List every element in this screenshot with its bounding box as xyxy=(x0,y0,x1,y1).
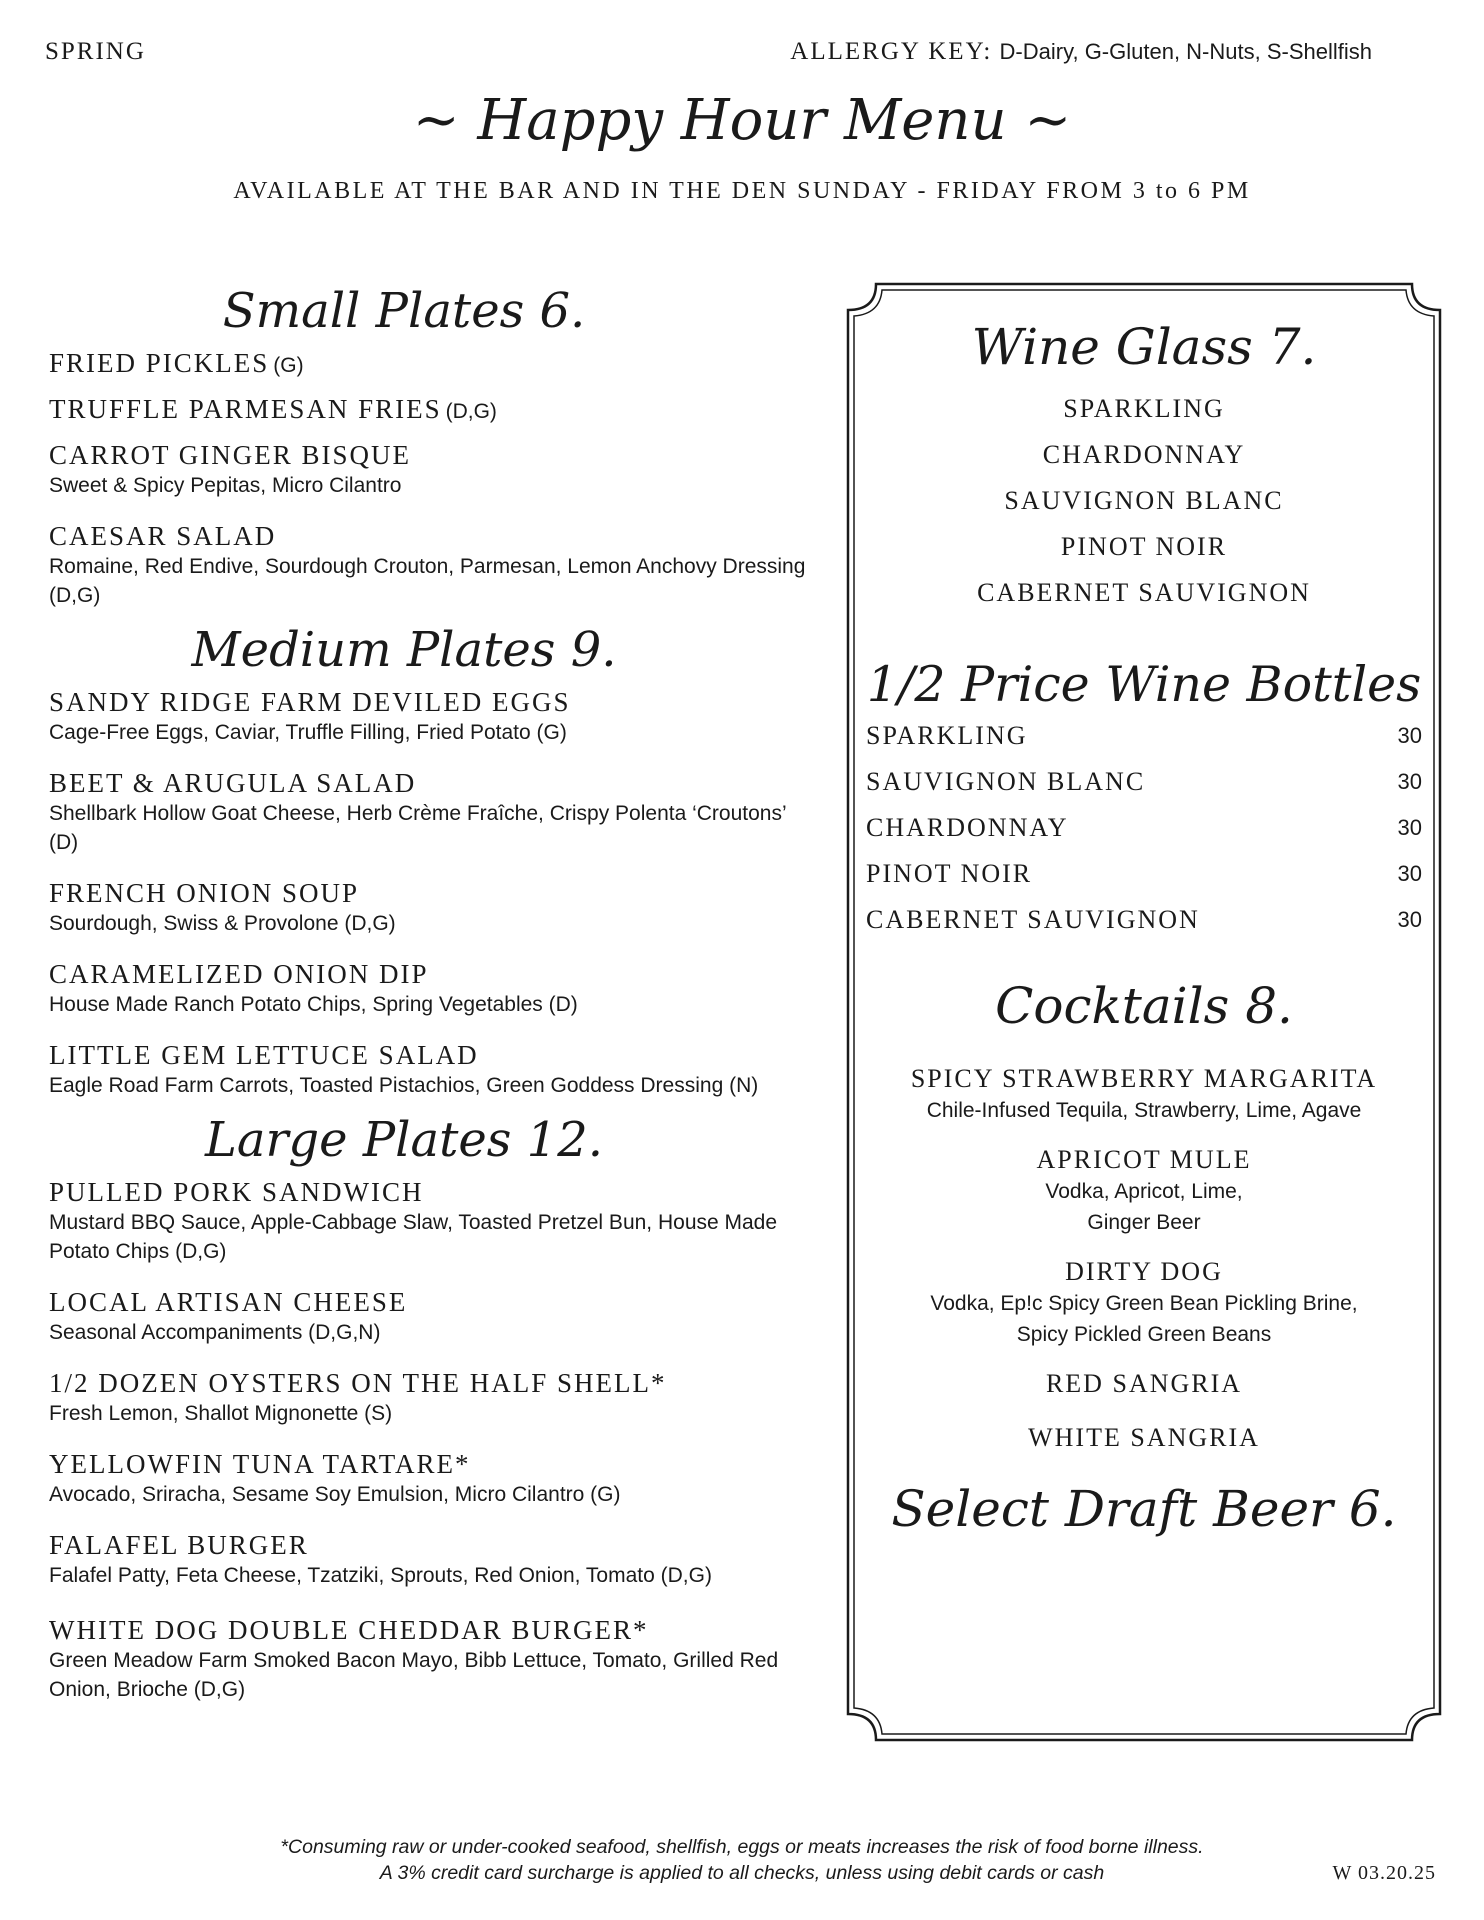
wine-bottle-row xyxy=(866,805,1422,851)
bottle-name: SAUVIGNON BLANC xyxy=(866,767,1146,796)
menu-item xyxy=(49,1614,819,1704)
item-description: Falafel Patty, Feta Cheese, Tzatziki, Sprouts, Red Onion, Tomato (D,G) xyxy=(49,1564,712,1587)
bottle-name: CHARDONNAY xyxy=(866,813,1069,842)
cocktail-description: Vodka, Ep!c Spicy Green Bean Pickling Brine, xyxy=(930,1292,1358,1315)
item-description: Avocado, Sriracha, Sesame Soy Emulsion, Micro Cilantro (G) xyxy=(49,1483,621,1506)
menu-item xyxy=(49,393,819,425)
item-description: Fresh Lemon, Shallot Mignonette (S) xyxy=(49,1402,393,1425)
item-name: FRIED PICKLES xyxy=(49,348,270,378)
menu-item xyxy=(49,686,819,747)
item-name: TRUFFLE PARMESAN FRIES xyxy=(49,394,442,424)
cocktail-item xyxy=(866,1368,1422,1400)
medium-plates-title: Medium Plates 9. xyxy=(191,622,617,678)
wine-glass-list xyxy=(866,386,1422,616)
wine-bottles-title: 1/2 Price Wine Bottles xyxy=(866,656,1422,713)
drinks-panel xyxy=(846,282,1442,1742)
item-description: Shellbark Hollow Goat Cheese, Herb Crème Fraîche, Crispy Polenta ‘Croutons’ (D) xyxy=(49,802,786,854)
surcharge-note: A 3% credit card surcharge is applied to all checks, unless using debit cards or cash xyxy=(379,1862,1105,1884)
item-description: Cage-Free Eggs, Caviar, Truffle Filling, Fried Potato (G) xyxy=(49,721,567,744)
item-name: SANDY RIDGE FARM DEVILED EGGS xyxy=(49,687,571,717)
wine-bottles-list xyxy=(866,713,1422,943)
item-name: YELLOWFIN TUNA TARTARE* xyxy=(49,1449,471,1479)
wine-bottle-row xyxy=(866,713,1422,759)
cocktail-item xyxy=(866,1063,1422,1126)
wine-glass-item: SPARKLING xyxy=(1063,394,1225,423)
wine-bottle-row xyxy=(866,897,1422,943)
menu-item xyxy=(49,877,819,938)
item-allergens: (D,G) xyxy=(445,400,497,423)
cocktail-description: Ginger Beer xyxy=(1087,1211,1201,1234)
item-name: CAESAR SALAD xyxy=(49,521,277,551)
item-description: Seasonal Accompaniments (D,G,N) xyxy=(49,1321,381,1344)
page-subtitle: AVAILABLE AT THE BAR AND IN THE DEN SUNDAY - FRIDAY FROM 3 to 6 PM xyxy=(233,178,1251,204)
item-name: FALAFEL BURGER xyxy=(49,1530,309,1560)
season-label: SPRING xyxy=(45,38,146,65)
cocktail-name: SPICY STRAWBERRY MARGARITA xyxy=(910,1064,1378,1093)
menu-item xyxy=(49,1039,819,1100)
item-name: 1/2 DOZEN OYSTERS ON THE HALF SHELL* xyxy=(49,1368,667,1398)
cocktail-name: APRICOT MULE xyxy=(1036,1145,1252,1174)
wine-bottle-row xyxy=(866,851,1422,897)
item-name: BEET & ARUGULA SALAD xyxy=(49,768,417,798)
menu-item xyxy=(49,1286,819,1347)
cocktail-description: Vodka, Apricot, Lime, xyxy=(1045,1180,1243,1203)
menu-item xyxy=(49,520,819,610)
item-description: Romaine, Red Endive, Sourdough Crouton, Parmesan, Lemon Anchovy Dressing (D,G) xyxy=(49,555,806,607)
bottle-price: 30 xyxy=(1397,769,1422,794)
allergy-key-label: ALLERGY KEY: xyxy=(790,38,993,65)
bottle-name: CABERNET SAUVIGNON xyxy=(866,905,1200,934)
item-name: LOCAL ARTISAN CHEESE xyxy=(49,1287,408,1317)
item-name: PULLED PORK SANDWICH xyxy=(49,1177,424,1207)
wine-glass-item: SAUVIGNON BLANC xyxy=(1004,486,1284,515)
item-description: Green Meadow Farm Smoked Bacon Mayo, Bibb Lettuce, Tomato, Grilled Red Onion, Brioche (D,G) xyxy=(49,1649,779,1701)
food-menu-column xyxy=(49,283,819,1724)
allergy-key-values: D-Dairy, G-Gluten, N-Nuts, S-Shellfish xyxy=(999,39,1372,64)
menu-item xyxy=(49,439,819,500)
wine-glass-item: PINOT NOIR xyxy=(1060,532,1228,561)
bottle-name: PINOT NOIR xyxy=(866,859,1033,888)
item-description: House Made Ranch Potato Chips, Spring Vegetables (D) xyxy=(49,993,578,1016)
allergy-key xyxy=(790,38,1372,66)
menu-item xyxy=(49,347,819,379)
item-allergens: (G) xyxy=(273,354,304,377)
footer-notes xyxy=(0,1834,1484,1886)
cocktails-title: Cocktails 8. xyxy=(995,977,1293,1035)
cocktail-item xyxy=(866,1422,1422,1454)
bottle-price: 30 xyxy=(1397,861,1422,886)
menu-item xyxy=(49,1448,819,1509)
cocktail-item xyxy=(866,1144,1422,1238)
item-name: FRENCH ONION SOUP xyxy=(49,878,360,908)
menu-version: W 03.20.25 xyxy=(1332,1862,1436,1884)
wine-bottle-row xyxy=(866,759,1422,805)
menu-item xyxy=(49,1176,819,1266)
large-plates-title: Large Plates 12. xyxy=(204,1112,603,1168)
menu-item xyxy=(49,958,819,1019)
cocktail-description: Spicy Pickled Green Beans xyxy=(1016,1323,1272,1346)
item-name: CARAMELIZED ONION DIP xyxy=(49,959,429,989)
item-description: Eagle Road Farm Carrots, Toasted Pistachios, Green Goddess Dressing (N) xyxy=(49,1074,759,1097)
cocktail-name: DIRTY DOG xyxy=(1065,1257,1223,1286)
item-description: Sourdough, Swiss & Provolone (D,G) xyxy=(49,912,396,935)
menu-item xyxy=(49,767,819,857)
draft-beer-title: Select Draft Beer 6. xyxy=(891,1480,1397,1538)
cocktail-name: RED SANGRIA xyxy=(1045,1369,1243,1398)
small-plates-title: Small Plates 6. xyxy=(222,283,586,339)
item-description: Sweet & Spicy Pepitas, Micro Cilantro xyxy=(49,474,402,497)
menu-item xyxy=(49,1367,819,1428)
wine-glass-item: CHARDONNAY xyxy=(1042,440,1246,469)
item-name: LITTLE GEM LETTUCE SALAD xyxy=(49,1040,479,1070)
bottle-price: 30 xyxy=(1397,723,1422,748)
menu-item xyxy=(49,1529,819,1590)
item-name: CARROT GINGER BISQUE xyxy=(49,440,412,470)
cocktail-item xyxy=(866,1256,1422,1350)
item-name: WHITE DOG DOUBLE CHEDDAR BURGER* xyxy=(49,1615,649,1645)
bottle-name: SPARKLING xyxy=(866,721,1028,750)
wine-glass-item: CABERNET SAUVIGNON xyxy=(977,578,1311,607)
cocktail-name: WHITE SANGRIA xyxy=(1028,1423,1260,1452)
cocktail-description: Chile-Infused Tequila, Strawberry, Lime, Agave xyxy=(926,1099,1362,1122)
wine-glass-title: Wine Glass 7. xyxy=(971,318,1317,376)
bottle-price: 30 xyxy=(1397,907,1422,932)
page-title: ~ Happy Hour Menu ~ xyxy=(412,88,1072,153)
item-description: Mustard BBQ Sauce, Apple-Cabbage Slaw, Toasted Pretzel Bun, House Made Potato Chips (D,G) xyxy=(49,1211,778,1263)
consumption-warning: *Consuming raw or under-cooked seafood, shellfish, eggs or meats increases the risk of food borne illness. xyxy=(280,1836,1204,1858)
bottle-price: 30 xyxy=(1397,815,1422,840)
